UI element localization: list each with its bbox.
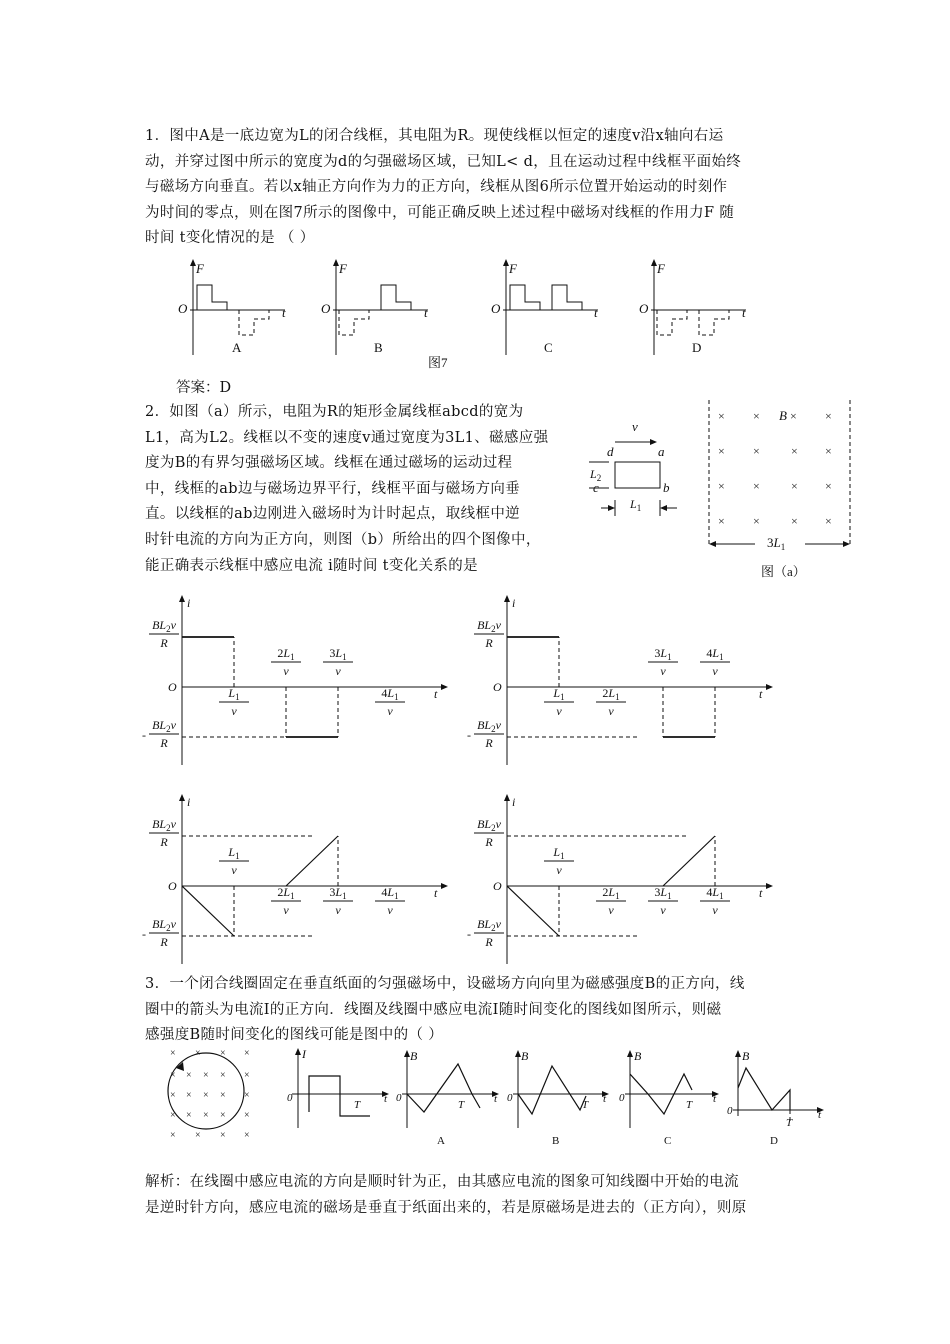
svg-text:×: ×	[791, 444, 798, 458]
q1-line: 1．图中A是一底边宽为L的闭合线框，其电阻为R。现使线框以恒定的速度v沿x轴向右运	[145, 128, 724, 144]
b-graph-c	[619, 1049, 719, 1147]
analysis-text	[145, 1170, 747, 1221]
axis-t-label: t	[818, 1109, 822, 1121]
svg-text:×: ×	[825, 514, 832, 528]
svg-text:-: -	[142, 728, 146, 742]
svg-text:×: ×	[220, 1090, 226, 1101]
q3-line: 3．一个闭合线圈固定在垂直纸面的匀强磁场中，设磁场方向向里为磁感强度B的正方向，线	[145, 976, 745, 992]
q1-graph-a	[178, 259, 286, 355]
q2-graphs	[0, 590, 950, 980]
svg-text:R: R	[485, 736, 493, 750]
tick-label	[375, 885, 405, 917]
tick-label	[596, 686, 626, 718]
svg-text:×: ×	[244, 1090, 250, 1101]
svg-text:v: v	[231, 704, 237, 718]
a-label: a	[658, 444, 665, 459]
svg-text:2L1: $2L_1$	[277, 885, 295, 901]
svg-text:R: R	[160, 636, 168, 650]
svg-text:×: ×	[220, 1070, 226, 1081]
b-field-label: B	[779, 408, 787, 423]
axis-f-label: F	[196, 261, 204, 276]
current-segment	[182, 886, 234, 936]
tick-label	[271, 646, 301, 678]
graph-label-b: B	[374, 340, 383, 355]
origin-label: O	[321, 301, 331, 316]
svg-text:×: ×	[186, 1110, 192, 1121]
svg-text:BL2v: $BL_2v$	[477, 618, 501, 634]
q1-line: 时间 t变化情况的是 （ ）	[145, 230, 315, 247]
svg-text:3L1: $3L_1$	[329, 646, 347, 662]
svg-text:R: R	[485, 636, 493, 650]
analysis-line: 解析：在线圈中感应电流的方向是顺时针为正，由其感应电流的图象可知线圈中开始的电流	[145, 1174, 739, 1190]
period-label: T	[354, 1099, 361, 1111]
tick-label	[375, 686, 405, 718]
graph-label-a: A	[232, 340, 242, 355]
neg-amplitude-label	[142, 718, 179, 750]
wire-frame	[615, 462, 660, 488]
tick-label	[544, 686, 574, 718]
origin-label: O	[493, 680, 502, 694]
b-graph-b	[507, 1049, 609, 1147]
svg-text:v: v	[608, 704, 614, 718]
axis-b-label: B	[742, 1049, 750, 1063]
current-graph	[287, 1047, 389, 1128]
svg-text:R: R	[160, 935, 168, 949]
q1-answer: 答案：D	[176, 380, 232, 396]
svg-text:×: ×	[203, 1110, 209, 1121]
svg-text:×: ×	[220, 1110, 226, 1121]
svg-text:-: -	[142, 927, 146, 941]
tick-label	[544, 845, 574, 877]
axis-t-label: t	[759, 886, 763, 900]
c-label: c	[593, 480, 599, 495]
axis-t-label: t	[759, 687, 763, 701]
tick-label	[219, 686, 249, 718]
figure-a-caption: 图（a）	[761, 564, 806, 579]
svg-text:4L1: $4L_1$	[706, 646, 724, 662]
tick-label	[648, 885, 678, 917]
coil-diagram	[168, 1048, 250, 1141]
graph-label-d: D	[770, 1135, 778, 1147]
svg-text:×: ×	[195, 1130, 201, 1141]
svg-text:v: v	[283, 664, 289, 678]
svg-text:×: ×	[753, 514, 760, 528]
svg-text:×: ×	[203, 1070, 209, 1081]
analysis-line: 是逆时针方向，感应电流的磁场是垂直于纸面出来的，若是原磁场是进去的（正方向），则原	[145, 1199, 747, 1216]
i-t-graph	[467, 595, 773, 765]
pos-amplitude-label	[149, 817, 179, 849]
pos-amplitude-label	[474, 618, 504, 650]
axis-t-label: t	[494, 1093, 498, 1105]
svg-text:3L1: $3L_1$	[329, 885, 347, 901]
svg-text:×: ×	[170, 1110, 176, 1121]
svg-text:×: ×	[718, 409, 725, 423]
svg-text:2L1: $2L_1$	[602, 885, 620, 901]
graph-label-d: D	[692, 340, 702, 355]
q2-text	[145, 400, 548, 579]
q1-graph-b	[321, 259, 428, 355]
svg-text:v: v	[556, 704, 562, 718]
svg-text:×: ×	[170, 1070, 176, 1081]
svg-text:L1: $L_1$	[553, 686, 565, 702]
svg-text:L1: $L_1$	[553, 845, 565, 861]
q1-graph-c	[491, 259, 598, 355]
svg-text:×: ×	[220, 1048, 226, 1059]
axis-i-label: i	[187, 795, 191, 809]
svg-text:v: v	[556, 863, 562, 877]
svg-text:4L1: $4L_1$	[706, 885, 724, 901]
l2-label: $L_2$	[590, 467, 602, 483]
graph-label-c: C	[544, 340, 553, 355]
svg-text:3L1: $3L_1$	[654, 885, 672, 901]
svg-text:×: ×	[825, 479, 832, 493]
svg-text:-: -	[467, 728, 471, 742]
svg-text:×: ×	[244, 1070, 250, 1081]
i-t-graph	[142, 794, 448, 964]
q1-graph-d	[639, 259, 746, 355]
svg-text:×: ×	[186, 1070, 192, 1081]
svg-text:×: ×	[244, 1048, 250, 1059]
axis-t-label: t	[603, 1093, 607, 1105]
q1-graphs	[0, 255, 950, 395]
axis-t-label: t	[594, 305, 598, 320]
tick-label	[700, 885, 730, 917]
svg-text:×: ×	[791, 514, 798, 528]
origin-label: O	[639, 301, 649, 316]
svg-text:v: v	[335, 903, 341, 917]
origin-label: 0	[396, 1092, 402, 1104]
svg-text:×: ×	[220, 1130, 226, 1141]
axis-b-label: B	[521, 1049, 529, 1063]
svg-text:4L1: $4L_1$	[381, 885, 399, 901]
svg-text:v: v	[335, 664, 341, 678]
svg-text:×: ×	[753, 479, 760, 493]
origin-label: 0	[287, 1092, 293, 1104]
svg-text:×: ×	[170, 1048, 176, 1059]
q2-line: 直。以线框的ab边刚进入磁场时为计时起点，取线框中逆	[145, 506, 521, 523]
svg-text:2L1: $2L_1$	[277, 646, 295, 662]
figure-caption: 图7	[428, 355, 448, 370]
q2-line: 中，线框的ab边与磁场边界平行，线框平面与磁场方向垂	[145, 480, 521, 497]
axis-t-label: t	[282, 305, 286, 320]
svg-text:×: ×	[790, 409, 797, 423]
svg-text:-: -	[467, 927, 471, 941]
b-graph-d	[727, 1049, 824, 1147]
axis-f-label: F	[509, 261, 517, 276]
svg-text:BL2v: $BL_2v$	[152, 718, 176, 734]
axis-f-label: F	[339, 261, 347, 276]
graph-label-a: A	[437, 1135, 445, 1147]
current-segment	[663, 836, 715, 886]
svg-text:R: R	[160, 835, 168, 849]
q1-line: 动，并穿过图中所示的宽度为d的匀强磁场区域，已知L< d，且在运动过程中线框平面始终	[145, 153, 742, 170]
svg-text:3L1: $3L_1$	[654, 646, 672, 662]
tick-label	[271, 885, 301, 917]
field-crosses	[718, 409, 832, 528]
width-label: $3L_1$	[767, 535, 786, 552]
axis-i-label: i	[187, 596, 191, 610]
origin-label: O	[168, 879, 177, 893]
q2-line: 能正确表示线框中感应电流 i随时间 t变化关系的是	[145, 557, 478, 574]
b-label: b	[663, 480, 670, 495]
origin-label: 0	[727, 1105, 733, 1117]
svg-text:BL2v: $BL_2v$	[152, 618, 176, 634]
q2-line: 时针电流的方向为正方向，则图（b）所给出的四个图像中，	[145, 531, 541, 548]
svg-text:v: v	[660, 664, 666, 678]
tick-label	[700, 646, 730, 678]
neg-amplitude-label	[467, 917, 504, 949]
svg-text:v: v	[712, 903, 718, 917]
l1-label: $L_1$	[630, 497, 642, 513]
svg-text:v: v	[387, 704, 393, 718]
tick-label	[323, 885, 353, 917]
svg-text:BL2v: $BL_2v$	[477, 718, 501, 734]
q2-figure-a	[585, 396, 885, 586]
tick-label	[219, 845, 249, 877]
pos-amplitude-label	[474, 817, 504, 849]
svg-text:4L1: $4L_1$	[381, 686, 399, 702]
tick-label	[323, 646, 353, 678]
axis-t-label: t	[713, 1093, 717, 1105]
svg-text:×: ×	[825, 409, 832, 423]
origin-label: O	[178, 301, 188, 316]
svg-text:×: ×	[718, 514, 725, 528]
pos-amplitude-label	[149, 618, 179, 650]
svg-text:×: ×	[753, 409, 760, 423]
neg-amplitude-label	[142, 917, 179, 949]
q2-line: 度为B的有界匀强磁场区域。线框在通过磁场的运动过程	[145, 455, 513, 472]
period-label: T	[458, 1099, 465, 1111]
svg-text:×: ×	[718, 479, 725, 493]
svg-text:v: v	[608, 903, 614, 917]
period-label: T	[686, 1099, 693, 1111]
axis-f-label: F	[657, 261, 665, 276]
svg-text:R: R	[485, 935, 493, 949]
q1-line: 为时间的零点，则在图7所示的图像中，可能正确反映上述过程中磁场对线框的作用力F 随	[145, 204, 735, 221]
svg-text:L1: $L_1$	[228, 686, 240, 702]
i-t-graph	[142, 595, 448, 765]
axis-b-label: B	[634, 1049, 642, 1063]
svg-text:×: ×	[791, 479, 798, 493]
svg-text:BL2v: $BL_2v$	[152, 817, 176, 833]
svg-text:v: v	[712, 664, 718, 678]
axis-b-label: B	[410, 1049, 418, 1063]
period-label: T	[786, 1117, 793, 1129]
axis-t-label: t	[424, 305, 428, 320]
graph-label-b: B	[552, 1135, 560, 1147]
svg-text:BL2v: $BL_2v$	[477, 817, 501, 833]
q2-line: 2．如图（a）所示，电阻为R的矩形金属线框abcd的宽为	[145, 404, 524, 420]
origin-label: O	[493, 879, 502, 893]
svg-text:v: v	[283, 903, 289, 917]
period-label: T	[582, 1099, 589, 1111]
current-segment	[286, 836, 338, 886]
svg-text:R: R	[160, 736, 168, 750]
q3-line: 感强度B随时间变化的图线可能是图中的（ ）	[145, 1027, 444, 1044]
svg-text:×: ×	[753, 444, 760, 458]
axis-t-label: t	[434, 886, 438, 900]
svg-text:v: v	[660, 903, 666, 917]
v-label: v	[632, 419, 638, 434]
svg-text:×: ×	[170, 1130, 176, 1141]
axis-t-label: t	[434, 687, 438, 701]
svg-text:v: v	[387, 903, 393, 917]
b-graph-a	[396, 1049, 499, 1147]
svg-text:L1: $L_1$	[228, 845, 240, 861]
svg-text:×: ×	[718, 444, 725, 458]
tick-label	[648, 646, 678, 678]
origin-label: O	[168, 680, 177, 694]
neg-amplitude-label	[467, 718, 504, 750]
q2-line: L1，高为L2。线框以不变的速度v通过宽度为3L1、磁感应强	[145, 429, 549, 446]
q1-text	[145, 124, 741, 252]
svg-text:×: ×	[195, 1048, 201, 1059]
d-label: d	[607, 444, 614, 459]
svg-text:×: ×	[186, 1090, 192, 1101]
axis-i-label: I	[302, 1047, 306, 1061]
q3-figures	[0, 1046, 950, 1156]
q3-text	[145, 972, 745, 1049]
i-t-graph	[467, 794, 773, 964]
svg-text:×: ×	[825, 444, 832, 458]
svg-text:BL2v: $BL_2v$	[477, 917, 501, 933]
svg-text:×: ×	[203, 1090, 209, 1101]
origin-label: 0	[619, 1092, 625, 1104]
svg-text:×: ×	[170, 1090, 176, 1101]
svg-text:×: ×	[244, 1110, 250, 1121]
current-segment	[507, 886, 559, 936]
tick-label	[596, 885, 626, 917]
axis-i-label: i	[512, 596, 516, 610]
q3-line: 圈中的箭头为电流I的正方向．线圈及线圈中感应电流I随时间变化的图线如图所示，则磁	[145, 1001, 722, 1018]
axis-t-label: t	[384, 1093, 388, 1105]
svg-text:R: R	[485, 835, 493, 849]
svg-text:BL2v: $BL_2v$	[152, 917, 176, 933]
axis-i-label: i	[512, 795, 516, 809]
svg-text:v: v	[231, 863, 237, 877]
q1-line: 与磁场方向垂直。若以x轴正方向作为力的正方向，线框从图6所示位置开始运动的时刻作	[145, 179, 728, 196]
origin-label: O	[491, 301, 501, 316]
svg-text:2L1: $2L_1$	[602, 686, 620, 702]
axis-t-label: t	[742, 305, 746, 320]
graph-label-c: C	[664, 1135, 672, 1147]
origin-label: 0	[507, 1092, 513, 1104]
svg-text:×: ×	[244, 1130, 250, 1141]
